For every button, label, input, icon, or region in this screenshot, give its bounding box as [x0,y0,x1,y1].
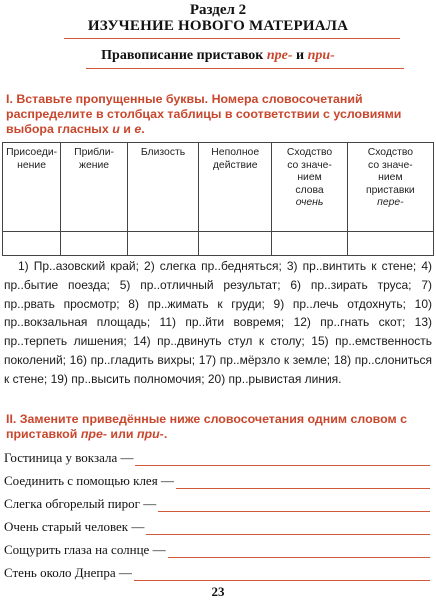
answer-row[interactable] [4,496,434,519]
col-header-text: Присоеди- нение [6,147,58,171]
table-cell[interactable] [199,232,272,256]
task-1-conj: и [119,122,135,136]
col-header-text: Сходство со значе- нием приставки [366,147,415,196]
table-cell[interactable] [127,232,198,256]
topic-title-text: Правописание приставок [101,48,267,63]
answer-row[interactable] [4,473,434,496]
page-number: 23 [211,584,225,599]
col-header-text: Прибли- жение [74,147,114,171]
answer-prompt: Слегка обгорелый пирог — [4,496,157,511]
prefix-pre: пре- [266,48,293,63]
col-header-text: Неполное действие [211,147,260,171]
table-row [3,232,434,256]
answer-prompt: Сощурить глаза на солнце — [4,542,166,557]
task-1-end: . [141,122,145,136]
task-2-end: . [163,427,168,441]
task-1-letter-i: и [112,122,120,136]
answer-prompt: Стень около Днепра — [4,565,132,580]
section-label: Раздел 2 [189,2,247,18]
col-header-incomplete-action [199,143,272,232]
task-2-prefix-pre: пре- [80,427,107,441]
topic-title [0,48,436,64]
prefix-pri: при- [307,48,335,63]
classification-table [2,142,434,256]
answer-row[interactable] [4,542,434,565]
topic-underline [86,68,404,69]
col-header-text: Сходство со значе- нием слова [286,147,333,196]
col-header-similar-to-word [272,143,347,232]
table-cell[interactable] [347,232,433,256]
answer-prompt: Гостиница у вокзала — [4,450,134,465]
table-cell[interactable] [3,232,61,256]
task-1-text: I. Вставьте пропущенные буквы. Номера словосочетаний распределите в столбцах таблицы в соответствии с условиями выбора гласных [6,92,402,136]
col-header-italic: очень [295,197,324,208]
col-header-attachment [3,143,61,232]
col-header-text: Близость [140,147,186,158]
table-cell[interactable] [272,232,347,256]
answer-row[interactable] [4,519,434,542]
answer-list [4,450,434,588]
answer-row[interactable] [4,450,434,473]
task-2-text: II. Замените приведённые ниже словосочетания одним словом с приставкой [6,412,408,441]
answer-prompt: Соединить с помощью клея — [4,473,174,488]
answer-prompt: Очень старый человек — [4,519,145,534]
heading-divider [64,38,400,39]
task-2-conj: или [106,427,137,441]
task-2-prefix-pri: при- [136,427,164,441]
col-header-proximity [127,143,198,232]
exercise-text: 1) Пр..азовский край; 2) слегка пр..бедняться; 3) пр..винтить к стене; 4) пр..бытие поезда; 5) пр..отличный результат; 6) пр..зирать труса; 7) пр..рвать просмотр; 8) пр..жимать к груди; 9) пр..лечь отдохнуть; 10) пр..вокзальная площадь; 11) пр..йти вовремя; 12) пр..гнать скот; 13) пр..терпеть лишения; 14) пр..двинуть стул к столу; 15) пр..емственность поколений; 16) пр..гладить вихры; 17) пр..мёрзло к земле; 18) пр..слониться к стене; 19) пр..высить полномочия; 20) пр..рывистая линия. [4,259,432,386]
col-header-similar-to-prefix [347,143,433,232]
col-header-approach [61,143,128,232]
table-cell[interactable] [61,232,128,256]
task-2-instruction [6,412,430,442]
page-heading: ИЗУЧЕНИЕ НОВОГО МАТЕРИАЛА [87,18,349,34]
col-header-italic: пере- [377,197,404,208]
task-1-instruction [6,92,430,137]
task-1-letter-e: е [134,122,142,136]
table-header-row [3,143,434,232]
topic-title-conj: и [292,48,308,63]
